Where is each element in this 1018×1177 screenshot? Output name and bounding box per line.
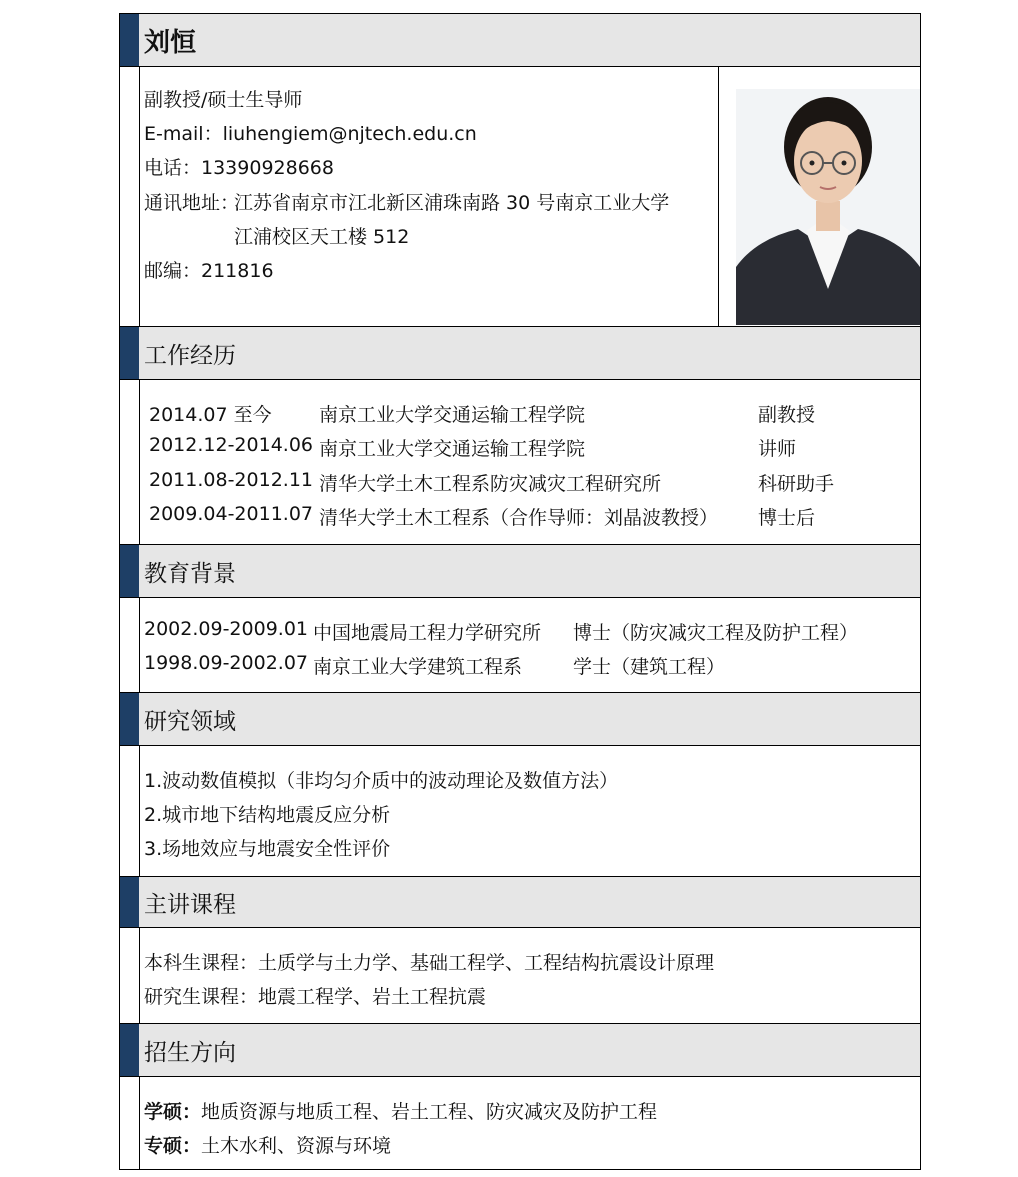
work-row — [140, 434, 920, 464]
work-period: 2011.08-2012.11 — [149, 469, 313, 491]
address-label: 通讯地址： — [144, 192, 240, 214]
graduate-courses: 研究生课程：地震工程学、岩土工程抗震 — [144, 986, 487, 1008]
education-school: 中国地震局工程力学研究所 — [313, 622, 542, 644]
postcode: 邮编：211816 — [144, 260, 274, 282]
education-period: 2002.09-2009.01 — [144, 618, 308, 640]
phone: 电话：13390928668 — [144, 157, 334, 179]
education-section — [139, 598, 920, 692]
work-row — [140, 469, 920, 499]
work-org: 南京工业大学交通运输工程学院 — [319, 438, 586, 460]
portrait-illustration — [736, 89, 920, 325]
address-line-2: 江浦校区天工楼 512 — [234, 226, 410, 248]
admission-section — [139, 1077, 920, 1169]
section-title-courses: 主讲课程 — [144, 891, 236, 918]
section-title-education: 教育背景 — [144, 560, 236, 587]
person-name: 刘恒 — [144, 27, 197, 58]
section-title-work: 工作经历 — [144, 342, 236, 369]
research-item: 1.波动数值模拟（非均匀介质中的波动理论及数值方法） — [144, 770, 619, 792]
accent-bar — [120, 14, 139, 66]
education-degree: 博士（防灾减灾工程及防护工程） — [573, 622, 859, 644]
undergrad-courses: 本科生课程：土质学与土力学、基础工程学、工程结构抗震设计原理 — [144, 952, 715, 974]
work-role: 科研助手 — [758, 473, 835, 495]
position-title: 副教授/硕士生导师 — [144, 89, 303, 111]
work-role: 副教授 — [758, 404, 816, 426]
work-org: 清华大学土木工程系防灾减灾工程研究所 — [319, 473, 662, 495]
education-period: 1998.09-2002.07 — [144, 652, 308, 674]
accent-bar — [120, 877, 139, 927]
education-row — [140, 618, 920, 648]
accent-bar — [120, 327, 139, 379]
name-header — [120, 13, 920, 67]
work-org: 清华大学土木工程系（合作导师：刘晶波教授） — [319, 507, 719, 529]
accent-bar — [120, 693, 139, 745]
academic-master-line — [144, 1097, 657, 1124]
courses-header — [120, 876, 920, 928]
academic-master-label: 学硕： — [144, 1101, 202, 1123]
portrait-photo — [736, 89, 920, 325]
work-role: 博士后 — [758, 507, 816, 529]
research-section — [139, 746, 920, 876]
courses-section — [139, 928, 920, 1024]
education-school: 南京工业大学建筑工程系 — [313, 656, 523, 678]
professional-master-line — [144, 1131, 391, 1158]
section-title-research: 研究领域 — [144, 708, 236, 735]
work-section — [139, 380, 920, 544]
work-org: 南京工业大学交通运输工程学院 — [319, 404, 586, 426]
contact-section — [139, 67, 920, 326]
work-role: 讲师 — [758, 438, 797, 460]
work-row — [140, 400, 920, 430]
work-header — [120, 326, 920, 380]
research-item: 3.场地效应与地震安全性评价 — [144, 838, 391, 860]
accent-bar — [120, 545, 139, 597]
accent-bar — [120, 1024, 139, 1076]
professional-master-fields: 土木水利、资源与环境 — [201, 1135, 392, 1157]
work-period: 2009.04-2011.07 — [149, 503, 313, 525]
address-line-1: 江苏省南京市江北新区浦珠南路 30 号南京工业大学 — [234, 192, 670, 214]
resume-sheet — [119, 13, 921, 1170]
education-degree: 学士（建筑工程） — [573, 656, 726, 678]
email: E-mail：liuhengiem@njtech.edu.cn — [144, 123, 477, 145]
professional-master-label: 专硕： — [144, 1135, 202, 1157]
education-row — [140, 652, 920, 682]
photo-cell — [718, 67, 921, 326]
education-header — [120, 544, 920, 598]
research-header — [120, 692, 920, 746]
admission-header — [120, 1023, 920, 1077]
academic-master-fields: 地质资源与地质工程、岩土工程、防灾减灾及防护工程 — [201, 1101, 658, 1123]
section-title-admission: 招生方向 — [144, 1039, 236, 1066]
work-period: 2014.07 至今 — [149, 404, 272, 426]
research-item: 2.城市地下结构地震反应分析 — [144, 804, 391, 826]
work-row — [140, 503, 920, 533]
work-period: 2012.12-2014.06 — [149, 434, 313, 456]
